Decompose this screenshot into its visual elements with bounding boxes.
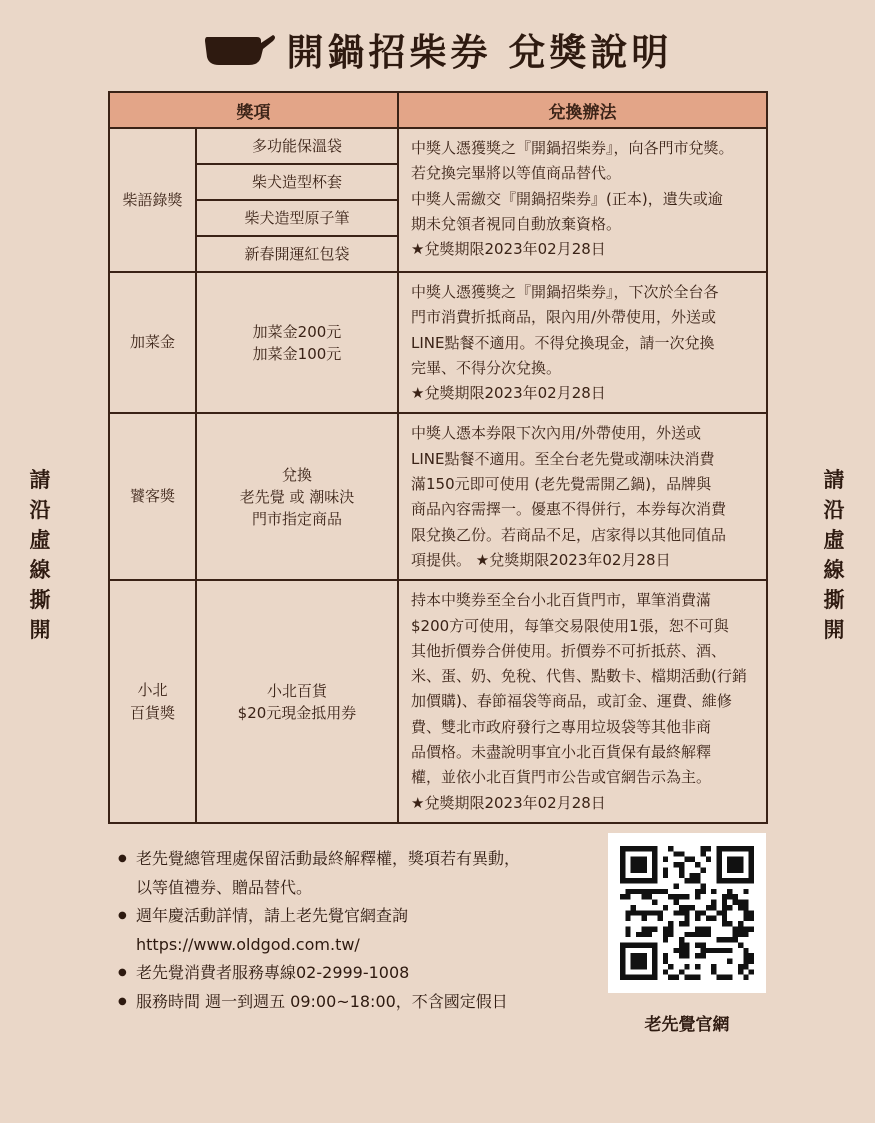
item-line: 老先覺 或 潮味決: [239, 487, 355, 506]
method-line: 其他折價券合併使用。折價券不可折抵菸、酒、: [411, 641, 727, 660]
qr-label: 老先覺官網: [644, 1015, 730, 1035]
qr-code-icon: [620, 845, 754, 981]
item-line: 加菜金100元: [252, 344, 342, 363]
method-line: 中獎人憑獲獎之『開鍋招柴券』，向各門市兌獎。: [411, 139, 734, 157]
item-cell: 新春開運紅包袋: [196, 236, 398, 272]
method-line: 期未兌領者視同自動放棄資格。: [411, 214, 622, 233]
method-line: 費、雙北市政府發行之專用垃圾袋等其他非商: [411, 717, 712, 736]
prize-table: [108, 91, 768, 824]
website-link[interactable]: https://www.oldgod.com.tw/: [136, 934, 360, 954]
item-cell: 多功能保溫袋: [196, 128, 398, 164]
table-header-row: [109, 92, 767, 128]
tear-instruction-right: 請 沿 虛 線 撕 開: [823, 468, 845, 642]
qr-code[interactable]: [608, 833, 766, 993]
table-row: [109, 413, 767, 580]
method-cell: [398, 272, 767, 413]
note-line: ● 老先覺總管理處保留活動最終解釋權，獎項若有異動，: [136, 849, 521, 868]
method-line: 項提供。 ★兌獎期限2023年02月28日: [411, 550, 671, 569]
method-line: 權，並依小北百貨門市公告或官網告示為主。: [411, 768, 712, 787]
item-cell: 柴犬造型原子筆: [196, 200, 398, 236]
method-line: $200方可使用，每筆交易限使用1張，恕不可與: [411, 616, 729, 635]
item-cell: [196, 272, 398, 413]
method-line: LINE點餐不適用。至全台老先覺或潮味決消費: [411, 449, 715, 468]
list-item: [118, 902, 520, 959]
method-line: 米、蛋、奶、免稅、代售、點數卡、檔期活動(行銷: [411, 667, 747, 686]
item-line: 兌換: [281, 465, 312, 484]
method-line: LINE點餐不適用。不得兌換現金，請一次兌換: [411, 333, 715, 352]
category-cell: 加菜金: [109, 272, 196, 413]
pot-icon: [203, 29, 277, 69]
item-cell: [196, 580, 398, 823]
category-cell: 柴語錄獎: [109, 128, 196, 272]
header-prize: 獎項: [109, 92, 398, 128]
list-item: [118, 959, 520, 988]
header-method: 兌換辦法: [398, 92, 767, 128]
title-text: 開鍋招柴券 兌獎說明: [286, 31, 673, 74]
method-line: 商品內容需擇一。優惠不得併行，本券每次消費: [411, 500, 727, 519]
item-cell: [196, 413, 398, 580]
method-line: 滿150元即可使用 (老先覺需開乙鍋)，品牌與: [411, 475, 712, 494]
method-line: 品價格。未盡說明事宜小北百貨保有最終解釋: [411, 743, 712, 762]
method-line: 持本中獎券至全台小北百貨門市，單筆消費滿: [411, 591, 712, 610]
method-line: 若兌換完畢將以等值商品替代。: [411, 164, 622, 183]
item-line: 加菜金200元: [252, 322, 342, 341]
table-row: [109, 128, 767, 164]
item-cell: 柴犬造型杯套: [196, 164, 398, 200]
method-cell: [398, 580, 767, 823]
method-line: 限兌換乙份。若商品不足，店家得以其他同值品: [411, 525, 727, 544]
method-cell: [398, 128, 767, 272]
method-line: 門市消費折抵商品，限內用/外帶使用，外送或: [411, 308, 717, 327]
category-line: 百貨獎: [129, 703, 175, 722]
method-line: 加價購)、春節福袋等商品，或訂金、運費、維修: [411, 692, 732, 711]
item-line: 門市指定商品: [251, 509, 342, 528]
table-row: [109, 580, 767, 823]
note-line: ● 老先覺消費者服務專線02-2999-1008: [136, 963, 410, 983]
page-title: [0, 22, 875, 76]
note-line: 以等值禮券、贈品替代。: [136, 877, 313, 897]
method-line: ★兌獎期限2023年02月28日: [411, 793, 606, 812]
method-line: 中獎人需繳交『開鍋招柴券』(正本)，遺失或逾: [411, 189, 723, 208]
notes-list: [118, 845, 520, 1017]
tear-instruction-left: 請 沿 虛 線 撕 開: [29, 468, 51, 642]
note-line: ● 服務時間 週一到週五 09:00~18:00，不含國定假日: [136, 991, 508, 1011]
category-cell: 饕客獎: [109, 413, 196, 580]
list-item: [118, 845, 520, 902]
method-line: ★兌獎期限2023年02月28日: [411, 240, 606, 259]
method-cell: [398, 413, 767, 580]
method-line: 中獎人憑本券限下次內用/外帶使用，外送或: [411, 424, 702, 443]
category-line: 小北: [137, 680, 168, 699]
table-row: [109, 272, 767, 413]
category-cell: [109, 580, 196, 823]
item-line: $20元現金抵用券: [237, 703, 357, 722]
list-item: [118, 988, 520, 1017]
note-line: ● 週年慶活動詳情，請上老先覺官網查詢: [136, 906, 409, 926]
item-line: 小北百貨: [266, 681, 327, 700]
method-line: 完畢、不得分次兌換。: [411, 358, 562, 377]
method-line: 中獎人憑獲獎之『開鍋招柴券』，下次於全台各: [411, 283, 719, 301]
method-line: ★兌獎期限2023年02月28日: [411, 384, 606, 403]
